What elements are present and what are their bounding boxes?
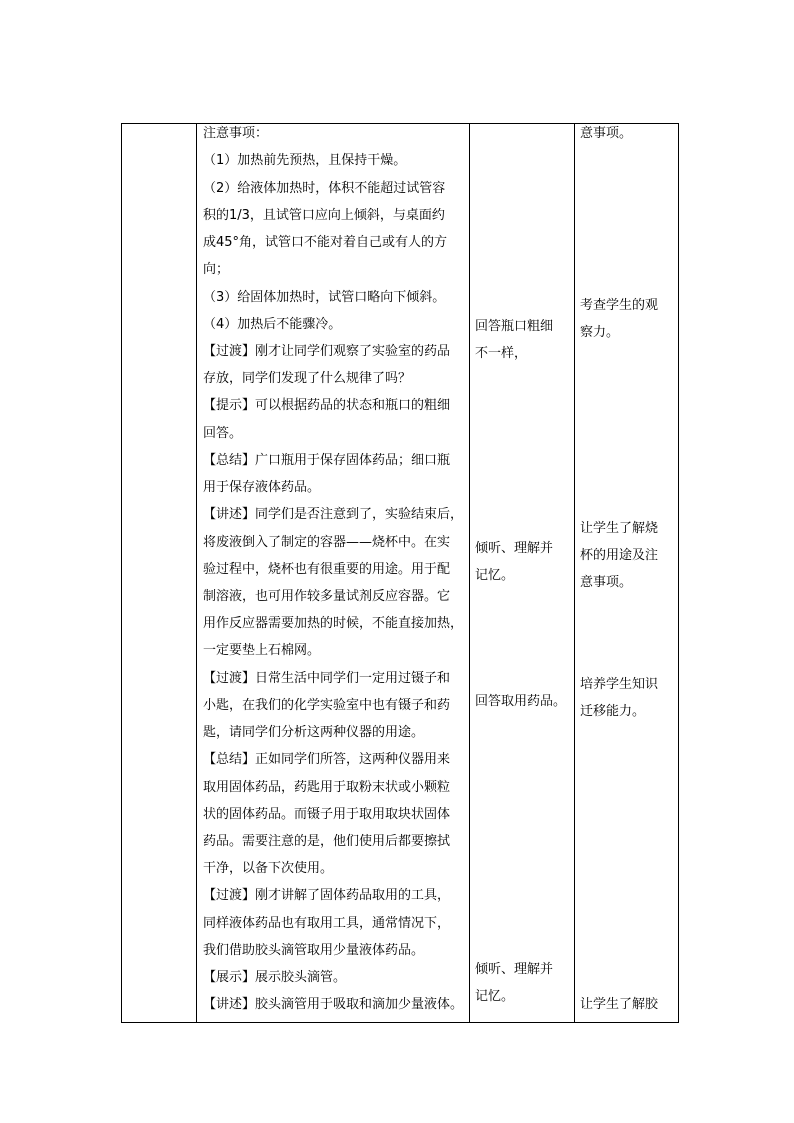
- table-row: [122, 124, 679, 1023]
- text-line: 不一样，: [475, 346, 528, 361]
- lesson-plan-table: [121, 123, 679, 1023]
- text-line: 积的1/3，且试管口应向上倾斜，与桌面约: [203, 208, 445, 223]
- text-line: 取用固体药品，药匙用于取粉末状或小颗粒: [203, 780, 451, 795]
- text-line: 回答瓶口粗细: [475, 319, 554, 334]
- student-activity-cell: [470, 124, 575, 1023]
- section-cell: [122, 124, 197, 1023]
- text-line: 【讲述】胶头滴管用于吸取和滴加少量液体。: [203, 997, 464, 1012]
- text-line: 记忆。: [475, 568, 515, 583]
- design-intent-cell: [575, 124, 679, 1023]
- text-line: 存放，同学们发现了什么规律了吗？: [203, 371, 412, 386]
- text-line: （2）给液体加热时，体积不能超过试管容: [203, 181, 446, 196]
- text-line: 同样液体药品也有取用工具，通常情况下，: [203, 916, 451, 931]
- text-line: 迁移能力。: [580, 704, 646, 719]
- text-line: （4）加热后不能骤冷。: [203, 317, 342, 332]
- text-line: （1）加热前先预热，且保持干燥。: [203, 153, 407, 168]
- text-line: 察力。: [580, 325, 620, 340]
- text-line: 倾听、理解并: [475, 962, 554, 977]
- text-line: （3）给固体加热时，试管口略向下倾斜。: [203, 290, 446, 305]
- text-line: 【讲述】同学们是否注意到了，实验结束后，: [203, 507, 464, 522]
- text-line: 倾听、理解并: [475, 541, 554, 556]
- text-line: 将废液倒入了制定的容器——烧杯中。在实: [203, 535, 451, 550]
- teacher-activity-cell: [197, 124, 470, 1023]
- text-line: 【过渡】刚才让同学们观察了实验室的药品: [203, 344, 451, 359]
- text-line: 让学生了解烧: [580, 521, 659, 536]
- text-line: 意事项。: [580, 126, 633, 141]
- text-line: 【总结】广口瓶用于保存固体药品；细口瓶: [203, 453, 451, 468]
- text-line: 药品。需要注意的是，他们使用后都要擦拭: [203, 834, 451, 849]
- text-line: 用作反应器需要加热的时候，不能直接加热，: [203, 616, 464, 631]
- text-line: 培养学生知识: [580, 677, 659, 692]
- text-line: 杯的用途及注: [580, 548, 659, 563]
- text-line: 成45°角，试管口不能对着自己或有人的方: [203, 235, 448, 250]
- text-line: 回答。: [203, 426, 243, 441]
- text-line: 【总结】正如同学们所答，这两种仪器用来: [203, 752, 451, 767]
- text-line: 记忆。: [475, 989, 515, 1004]
- text-line: 干净，以备下次使用。: [203, 861, 334, 876]
- text-line: 注意事项：: [203, 126, 269, 141]
- text-line: 【展示】展示胶头滴管。: [203, 970, 347, 985]
- text-line: 制溶液，也可用作较多量试剂反应容器。它: [203, 589, 451, 604]
- text-line: 回答取用药品。: [475, 694, 567, 709]
- text-line: 小匙，在我们的化学实验室中也有镊子和药: [203, 698, 451, 713]
- text-line: 意事项。: [580, 575, 633, 590]
- text-line: 验过程中，烧杯也有很重要的用途。用于配: [203, 562, 451, 577]
- text-line: 【提示】可以根据药品的状态和瓶口的粗细: [203, 398, 451, 413]
- text-line: 一定要垫上石棉网。: [203, 643, 321, 658]
- text-line: 让学生了解胶: [580, 997, 659, 1012]
- text-line: 匙，请同学们分析这两种仪器的用途。: [203, 725, 425, 740]
- text-line: 向；: [203, 262, 230, 277]
- text-line: 状的固体药品。而镊子用于取用取块状固体: [203, 807, 451, 822]
- text-line: 【过渡】日常生活中同学们一定用过镊子和: [203, 671, 451, 686]
- text-line: 考查学生的观: [580, 298, 659, 313]
- text-line: 我们借助胶头滴管取用少量液体药品。: [203, 943, 425, 958]
- text-line: 【过渡】刚才讲解了固体药品取用的工具，: [203, 888, 451, 903]
- text-line: 用于保存液体药品。: [203, 480, 321, 495]
